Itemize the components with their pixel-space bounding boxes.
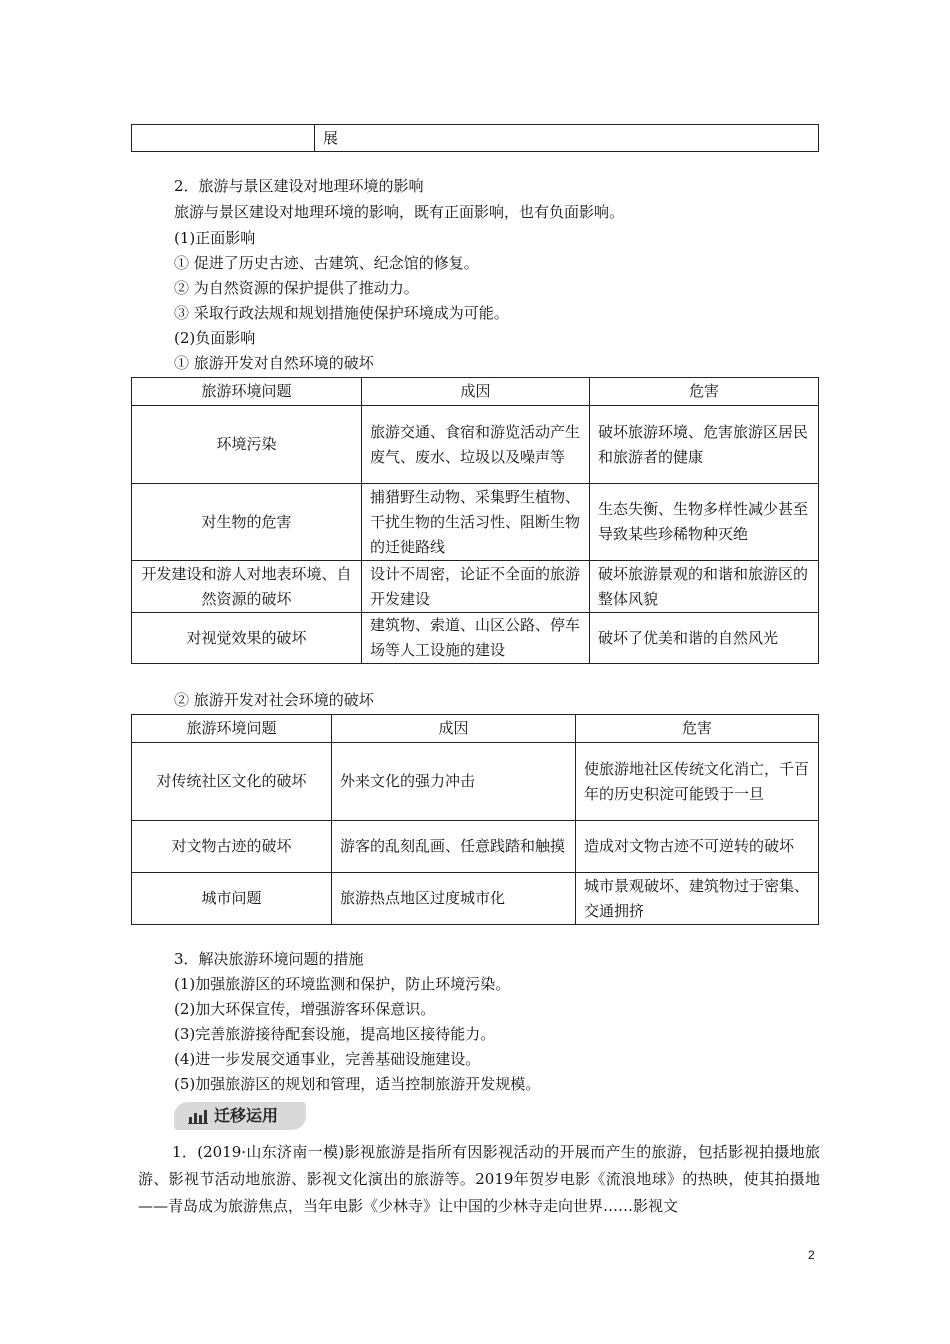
column-header: 旅游环境问题 — [132, 378, 362, 406]
positive-item-1: ① 促进了历史古迹、古建筑、纪念馆的修复。 — [174, 254, 479, 272]
measure-item-5: (5)加强旅游区的规划和管理，适当控制旅游开发规模。 — [174, 1075, 541, 1093]
harm-cell: 破坏旅游景观的和谐和旅游区的整体风貌 — [590, 561, 819, 613]
cause-cell: 建筑物、索道、山区公路、停车场等人工设施的建设 — [362, 613, 590, 664]
table-row — [132, 406, 819, 484]
table-row — [132, 561, 819, 613]
column-header: 成因 — [332, 715, 576, 743]
measure-item-2: (2)加大环保宣传，增强游客环保意识。 — [174, 1000, 436, 1018]
column-header: 成因 — [362, 378, 590, 406]
cause-cell: 旅游热点地区过度城市化 — [332, 873, 576, 925]
problem-cell: 开发建设和游人对地表环境、自然资源的破坏 — [132, 561, 362, 613]
positive-item-3: ③ 采取行政法规和规划措施使保护环境成为可能。 — [174, 304, 509, 322]
cause-cell: 游客的乱刻乱画、任意践踏和触摸 — [332, 821, 576, 873]
column-header: 危害 — [590, 378, 819, 406]
harm-cell: 使旅游地社区传统文化消亡，千百年的历史积淀可能毁于一旦 — [576, 743, 819, 821]
harm-cell: 破坏了优美和谐的自然风光 — [590, 613, 819, 664]
problem-cell: 城市问题 — [132, 873, 332, 925]
cause-cell: 外来文化的强力冲击 — [332, 743, 576, 821]
question-1-text: 1．(2019·山东济南一模)影视旅游是指所有因影视活动的开展而产生的旅游，包括影视拍摄地旅游、影视节活动地旅游、影视文化演出的旅游等。2019年贺岁电影《流浪地球》的热映，使其拍摄地——青岛成为旅游焦点，当年电影《少林寺》让中国的少林寺走向世界……影视文 — [138, 1143, 820, 1215]
problem-cell: 对传统社区文化的破坏 — [132, 743, 332, 821]
problem-cell: 对生物的危害 — [132, 484, 362, 561]
harm-cell: 破坏旅游环境、危害旅游区居民和旅游者的健康 — [590, 406, 819, 484]
harm-cell: 造成对文物古迹不可逆转的破坏 — [576, 821, 819, 873]
positive-item-2: ② 为自然资源的保护提供了推动力。 — [174, 279, 419, 297]
measure-item-4: (4)进一步发展交通事业，完善基础设施建设。 — [174, 1050, 481, 1068]
table-row — [132, 613, 819, 664]
column-header: 危害 — [576, 715, 819, 743]
section-badge — [174, 1102, 306, 1130]
section2-heading: 2．旅游与景区建设对地理环境的影响 — [174, 177, 424, 195]
problem-cell: 对文物古迹的破坏 — [132, 821, 332, 873]
table-header-row — [132, 378, 819, 406]
table-row — [132, 743, 819, 821]
negative-heading: (2)负面影响 — [174, 329, 256, 347]
harm-cell: 生态失衡、生物多样性减少甚至导致某些珍稀物种灭绝 — [590, 484, 819, 561]
natural-env-heading: ① 旅游开发对自然环境的破坏 — [174, 354, 374, 372]
positive-heading: (1)正面影响 — [174, 229, 256, 247]
problem-cell: 环境污染 — [132, 406, 362, 484]
cause-cell: 设计不周密，论证不全面的旅游开发建设 — [362, 561, 590, 613]
natural-env-table — [131, 377, 819, 664]
problem-cell: 对视觉效果的破坏 — [132, 613, 362, 664]
measure-item-1: (1)加强旅游区的环境监测和保护，防止环境污染。 — [174, 975, 511, 993]
section2-intro: 旅游与景区建设对地理环境的影响，既有正面影响，也有负面影响。 — [174, 203, 625, 221]
cause-cell: 捕猎野生动物、采集野生植物、干扰生物的生活习性、阻断生物的迁徙路线 — [362, 484, 590, 561]
table-header-row — [132, 715, 819, 743]
table-row — [132, 484, 819, 561]
top-table-cell: 展 — [315, 125, 819, 152]
social-env-table — [131, 714, 819, 925]
bar-chart-icon — [188, 1108, 208, 1124]
table-row — [132, 821, 819, 873]
page-number: 2 — [808, 1248, 815, 1262]
table-row — [132, 873, 819, 925]
cause-cell: 旅游交通、食宿和游览活动产生废气、废水、垃圾以及噪声等 — [362, 406, 590, 484]
top-table-fragment — [131, 124, 819, 152]
top-table-empty-cell — [132, 125, 315, 152]
badge-label: 迁移运用 — [214, 1106, 279, 1125]
column-header: 旅游环境问题 — [132, 715, 332, 743]
social-env-heading: ② 旅游开发对社会环境的破坏 — [174, 691, 374, 709]
harm-cell: 城市景观破坏、建筑物过于密集、交通拥挤 — [576, 873, 819, 925]
section3-heading: 3．解决旅游环境问题的措施 — [174, 950, 364, 968]
measure-item-3: (3)完善旅游接待配套设施，提高地区接待能力。 — [174, 1025, 496, 1043]
